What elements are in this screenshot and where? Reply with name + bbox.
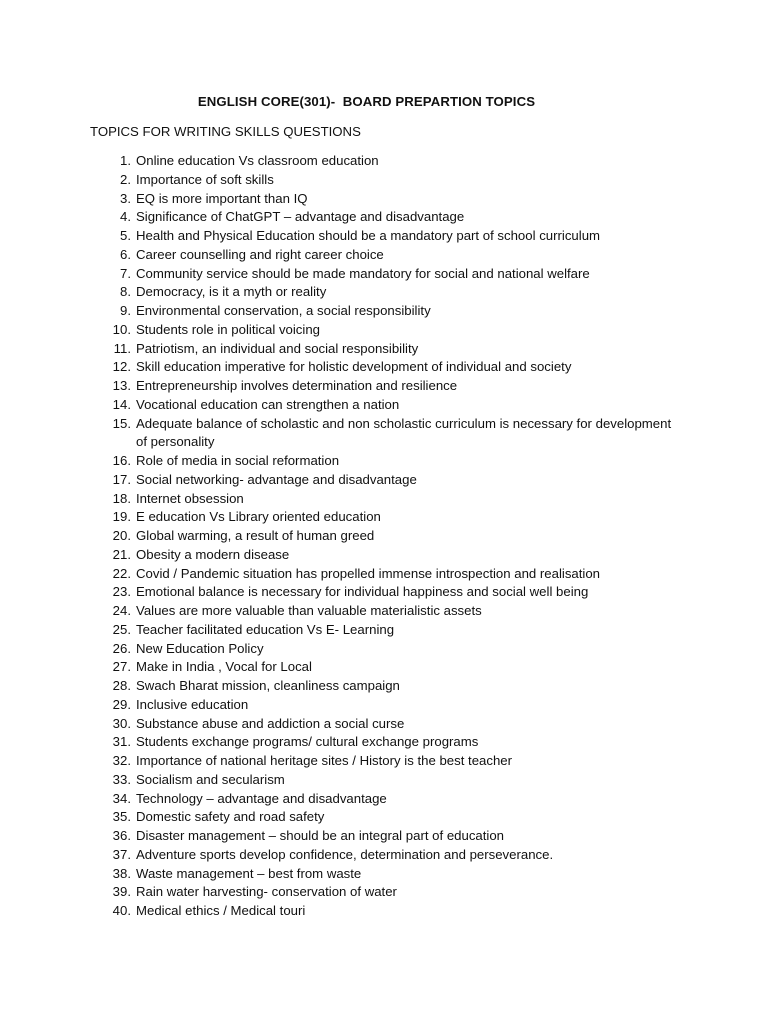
list-item-number: 34. [112, 790, 131, 806]
list-item-text: Values are more valuable than valuable materialistic assets [136, 603, 482, 618]
list-item-text: Health and Physical Education should be a mandatory part of school curriculum [136, 228, 601, 243]
list-item-number: 27. [112, 659, 131, 675]
list-item-number: 25. [112, 621, 131, 637]
list-item-number: 38. [112, 865, 131, 881]
list-item-text: Students role in political voicing [136, 321, 320, 337]
list-item-number: 40. [112, 903, 131, 918]
list-item-text: Technology – advantage and disadvantage [136, 790, 387, 806]
list-item-text: Adequate balance of scholastic and non scholastic curriculum is necessary for development of personality [136, 415, 672, 450]
list-item [0, 808, 676, 827]
list-item-text: Internet obsession [136, 490, 244, 506]
list-item [0, 265, 676, 284]
list-item-number: 31. [112, 734, 131, 750]
list-item [0, 565, 676, 584]
list-item-text: Importance of soft skills [136, 171, 274, 187]
list-item-number: 23. [112, 584, 131, 600]
list-item [0, 658, 676, 677]
list-item-text: Waste management – best from waste [136, 865, 362, 881]
list-item-text: Skill education imperative for holistic development of individual and society [136, 359, 572, 375]
list-item [0, 227, 676, 246]
list-item-text: E education Vs Library oriented education [136, 509, 381, 525]
list-item-text: EQ is more important than IQ [136, 190, 308, 206]
list-item [0, 846, 676, 865]
list-item-number: 12. [112, 359, 131, 375]
list-item-text: Students exchange programs/ cultural exchange programs [136, 734, 479, 750]
list-item-number: 14. [112, 396, 131, 412]
list-item [0, 752, 676, 771]
list-item [0, 246, 676, 265]
list-item [0, 715, 676, 734]
list-item-number: 30. [112, 715, 131, 731]
list-item-number: 18. [112, 490, 131, 506]
list-item [0, 471, 676, 490]
list-item-text: Socialism and secularism [136, 771, 285, 787]
list-item [0, 883, 676, 902]
list-item [0, 583, 676, 602]
list-item-text: Patriotism, an individual and social responsibility [136, 340, 419, 356]
list-item-text: Rain water harvesting- conservation of water [136, 884, 397, 900]
list-item-number: 11. [113, 340, 131, 356]
list-item [0, 865, 676, 884]
topic-list [0, 152, 676, 921]
list-item [0, 340, 676, 359]
list-item-text: Substance abuse and addiction a social curse [136, 715, 405, 731]
list-item-number: 16. [112, 453, 131, 468]
list-item-number: 6. [120, 246, 131, 262]
list-item-number: 15. [112, 415, 131, 431]
list-item [0, 546, 676, 565]
list-item-number: 28. [112, 678, 131, 693]
list-item [0, 621, 676, 640]
list-item-text: Vocational education can strengthen a nation [136, 396, 400, 412]
list-item-number: 29. [112, 696, 131, 712]
list-item [0, 283, 676, 302]
list-item-text: Importance of national heritage sites / History is the best teacher [136, 753, 513, 768]
list-item-text: Significance of ChatGPT – advantage and disadvantage [136, 209, 465, 225]
list-item-text: Entrepreneurship involves determination and resilience [136, 378, 458, 393]
document-title: ENGLISH CORE(301)- BOARD PREPARTION TOPICS [197, 94, 536, 109]
list-item-text: Swach Bharat mission, cleanliness campaign [136, 678, 400, 693]
list-item-text: Make in India , Vocal for Local [136, 659, 312, 675]
list-item-text: Online education Vs classroom education [136, 153, 379, 168]
list-item-number: 19. [112, 509, 131, 525]
list-item [0, 321, 676, 340]
list-item-number: 1. [120, 153, 131, 168]
list-item [0, 527, 676, 546]
list-item [0, 377, 676, 396]
list-item [0, 452, 676, 471]
list-item-number: 24. [112, 603, 131, 618]
list-item [0, 733, 676, 752]
list-item-number: 17. [112, 471, 131, 487]
list-item-number: 13. [112, 378, 131, 393]
list-item-number: 33. [112, 771, 131, 787]
list-item-text: Covid / Pandemic situation has propelled immense introspection and realisation [136, 565, 601, 581]
list-item-text: Global warming, a result of human greed [136, 528, 375, 543]
list-item-number: 5. [120, 228, 131, 243]
list-item [0, 208, 676, 227]
list-item-text: New Education Policy [136, 640, 264, 656]
list-item-number: 22. [112, 565, 131, 581]
list-item [0, 358, 676, 377]
list-item [0, 902, 676, 921]
list-item [0, 415, 676, 453]
list-item [0, 696, 676, 715]
list-item [0, 190, 676, 209]
list-item-text: Democracy, is it a myth or reality [136, 284, 327, 300]
list-item-text: Obesity a modern disease [136, 546, 290, 562]
list-item [0, 396, 676, 415]
list-item-text: Role of media in social reformation [136, 453, 340, 468]
list-item-text: Domestic safety and road safety [136, 809, 325, 825]
list-item [0, 790, 676, 809]
list-item [0, 508, 676, 527]
list-item-number: 39. [112, 884, 131, 900]
list-item-number: 10. [112, 321, 131, 337]
list-item-number: 20. [112, 528, 131, 543]
list-item-text: Career counselling and right career choice [136, 246, 384, 262]
list-item-number: 3. [120, 190, 131, 206]
list-item-number: 2. [120, 171, 131, 187]
list-item-number: 21. [112, 546, 131, 562]
list-item-text: Environmental conservation, a social responsibility [136, 303, 431, 318]
list-item-text: Adventure sports develop confidence, determination and perseverance. [136, 846, 554, 862]
list-item [0, 771, 676, 790]
list-item-text: Emotional balance is necessary for individual happiness and social well being [136, 584, 589, 600]
list-item-text: Social networking- advantage and disadvantage [136, 471, 417, 487]
list-item [0, 827, 676, 846]
list-item [0, 171, 676, 190]
list-item [0, 152, 676, 171]
list-item-number: 32. [112, 753, 131, 768]
list-item [0, 490, 676, 509]
list-item [0, 602, 676, 621]
list-item [0, 302, 676, 321]
list-item [0, 640, 676, 659]
list-item-number: 7. [120, 265, 131, 281]
list-item-text: Inclusive education [136, 696, 249, 712]
list-item [0, 677, 676, 696]
list-item-number: 8. [120, 284, 131, 300]
list-item-number: 26. [112, 640, 131, 656]
list-item-text: Community service should be made mandatory for social and national welfare [136, 265, 590, 281]
list-item-number: 36. [112, 828, 131, 843]
list-item-number: 37. [112, 846, 131, 862]
list-item-number: 4. [120, 209, 131, 225]
list-item-text: Disaster management – should be an integral part of education [136, 828, 505, 843]
list-item-text: Teacher facilitated education Vs E- Learning [136, 621, 395, 637]
list-item-text: Medical ethics / Medical touri [136, 903, 306, 918]
section-heading: TOPICS FOR WRITING SKILLS QUESTIONS [90, 124, 361, 139]
list-item-number: 35. [112, 809, 131, 825]
list-item-number: 9. [120, 303, 131, 318]
